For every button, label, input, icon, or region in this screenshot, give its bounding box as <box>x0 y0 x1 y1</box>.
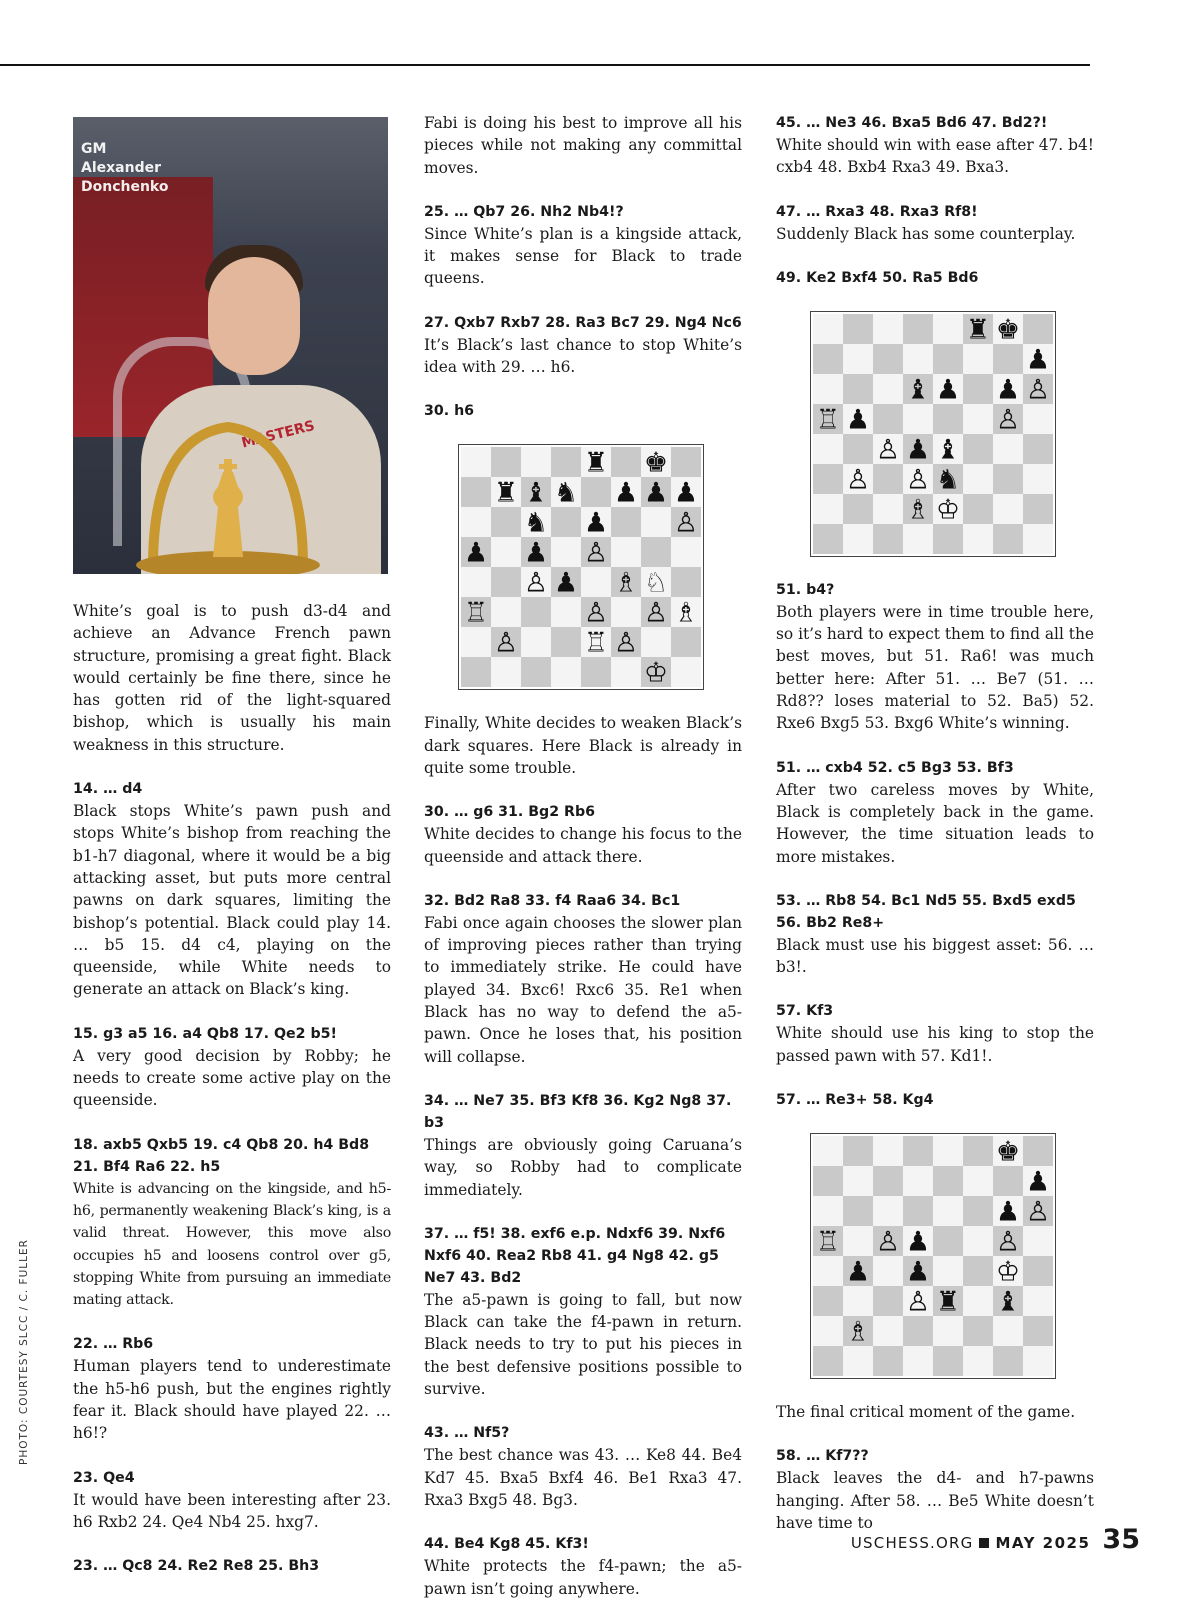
board-square <box>963 404 993 434</box>
white-bishop-icon: ♗ <box>613 567 639 599</box>
black-pawn-icon: ♟ <box>905 1256 931 1288</box>
move-heading: 34. … Ne7 35. Bf3 Kf8 36. Kg2 Ng8 37. b3 <box>424 1092 732 1131</box>
white-pawn-icon: ♙ <box>523 567 549 599</box>
board-square <box>1023 404 1053 434</box>
annotation-text: Fabi once again chooses the slower plan of improving pieces rather than trying to immediately strike. He could have played 34. Bxc6! Rxc6 35. Re1 when Black has no way to defend the a5-pawn. Once he loses that, his position will collapse. <box>424 913 742 1066</box>
black-pawn-icon: ♟ <box>935 374 961 406</box>
board-square <box>1023 1346 1053 1376</box>
board-square <box>963 1286 993 1316</box>
move-heading: 25. … Qb7 26. Nh2 Nb4!? <box>424 203 624 220</box>
board-square <box>873 524 903 554</box>
move-heading: 44. Be4 Kg8 45. Kf3! <box>424 1536 589 1553</box>
board-square <box>491 657 521 687</box>
board-square <box>1023 524 1053 554</box>
board-square <box>933 1256 963 1286</box>
board-square <box>641 507 671 537</box>
move-heading: 30. … g6 31. Bg2 Rb6 <box>424 804 595 821</box>
board-square <box>993 1346 1023 1376</box>
white-rook-icon: ♖ <box>583 627 609 659</box>
board-square <box>461 627 491 657</box>
board-square <box>873 404 903 434</box>
board-square <box>873 494 903 524</box>
black-pawn-icon: ♟ <box>1025 1166 1051 1198</box>
board-square <box>1023 1286 1053 1316</box>
board-square <box>491 447 521 477</box>
move-heading: 23. … Qc8 24. Re2 Re8 25. Bh3 <box>73 1558 320 1575</box>
move-heading: 47. … Rxa3 48. Rxa3 Rf8! <box>776 203 978 220</box>
board-square <box>813 1136 843 1166</box>
column-3 <box>776 112 1094 1556</box>
board-square <box>843 1346 873 1376</box>
move-heading: 30. h6 <box>424 403 475 420</box>
annotation-text: Black leaves the d4- and h7-pawns hanging. After 58. … Be5 White doesn’t have time to <box>776 1469 1094 1532</box>
board-square <box>671 657 701 687</box>
annotation-text: Human players tend to underestimate the h5-h6 push, but the engines rightly fear it. Black should have played 22. … h6!? <box>73 1357 391 1443</box>
black-pawn-icon: ♟ <box>583 507 609 539</box>
board-square <box>551 507 581 537</box>
board-square <box>843 1166 873 1196</box>
board-square <box>933 1316 963 1346</box>
black-bishop-icon: ♝ <box>935 434 961 466</box>
white-king-icon: ♔ <box>995 1256 1021 1288</box>
board-square <box>933 1136 963 1166</box>
annotation-text: The final critical moment of the game. <box>776 1403 1076 1422</box>
board-square <box>611 507 641 537</box>
board-square <box>963 1196 993 1226</box>
board-square <box>581 567 611 597</box>
white-pawn-icon: ♙ <box>905 464 931 496</box>
annotation-text: The a5-pawn is going to fall, but now Black can take the f4-pawn in return. Black needs to try to put his pieces in the best defensive positions possible to survive. <box>424 1290 742 1399</box>
annotation-text: A very good decision by Robby; he needs to create some active play on the queenside. <box>73 1046 391 1110</box>
board-square <box>873 374 903 404</box>
page-footer <box>851 1524 1140 1555</box>
board-square <box>873 1136 903 1166</box>
white-pawn-icon: ♙ <box>1025 1196 1051 1228</box>
board-square <box>903 404 933 434</box>
black-pawn-icon: ♟ <box>845 1256 871 1288</box>
board-square <box>873 464 903 494</box>
move-heading: 51. b4? <box>776 581 835 598</box>
annotation-text: Suddenly Black has some counterplay. <box>776 224 1076 243</box>
annotation-text: White’s goal is to push d3-d4 and achieve an Advance French pawn structure, promising a great fight. Black would certainly be fine there, since he has gotten rid of the light-squared bishop, which is usually his main weakness in this structure. <box>73 602 391 754</box>
board-square <box>813 344 843 374</box>
black-pawn-icon: ♟ <box>523 537 549 569</box>
annotation-text: The best chance was 43. … Ke8 44. Be4 Kd7 45. Bxa5 Bxf4 46. Be1 Rxa3 47. Rxa3 Bxg5 48. Bg3. <box>424 1446 742 1509</box>
board-square <box>933 404 963 434</box>
white-knight-icon: ♘ <box>643 567 669 599</box>
move-heading: 32. Bd2 Ra8 33. f4 Raa6 34. Bc1 <box>424 892 681 909</box>
annotation-text: Since White’s plan is a kingside attack, it makes sense for Black to trade queens. <box>424 224 742 288</box>
black-rook-icon: ♜ <box>493 477 519 509</box>
board-square <box>873 1196 903 1226</box>
annotation-text: Black must use his biggest asset: 56. … b3!. <box>776 935 1094 977</box>
move-heading: 18. axb5 Qxb5 19. c4 Qb8 20. h4 Bd8 21. Bf4 Ra6 22. h5 <box>73 1136 370 1175</box>
board-square <box>1023 434 1053 464</box>
board-square <box>813 1166 843 1196</box>
board-square <box>993 524 1023 554</box>
annotation-text: White decides to change his focus to the queenside and attack there. <box>424 825 742 866</box>
board-square <box>843 1196 873 1226</box>
board-square <box>813 1346 843 1376</box>
white-pawn-icon: ♙ <box>875 1226 901 1258</box>
board-square <box>993 1316 1023 1346</box>
board-square <box>1023 1316 1053 1346</box>
board-square <box>491 597 521 627</box>
board-square <box>671 627 701 657</box>
white-pawn-icon: ♙ <box>493 627 519 659</box>
board-square <box>1023 1136 1053 1166</box>
board-square <box>963 524 993 554</box>
board-square <box>551 537 581 567</box>
board-square <box>551 447 581 477</box>
board-square <box>963 1166 993 1196</box>
board-square <box>903 314 933 344</box>
board-square <box>521 597 551 627</box>
board-square <box>903 524 933 554</box>
player-photo <box>73 117 388 574</box>
board-square <box>963 494 993 524</box>
black-bishop-icon: ♝ <box>523 477 549 509</box>
black-pawn-icon: ♟ <box>995 374 1021 406</box>
move-heading: 53. … Rb8 54. Bc1 Nd5 55. Bxd5 exd5 56. Bb2 Re8+ <box>776 892 1076 931</box>
board-square <box>903 1196 933 1226</box>
black-pawn-icon: ♟ <box>905 434 931 466</box>
move-heading: 15. g3 a5 16. a4 Qb8 17. Qe2 b5! <box>73 1025 337 1042</box>
board-square <box>641 537 671 567</box>
board-square <box>903 1346 933 1376</box>
board-square <box>843 314 873 344</box>
white-pawn-icon: ♙ <box>643 597 669 629</box>
board-square <box>813 374 843 404</box>
board-square <box>1023 494 1053 524</box>
black-pawn-icon: ♟ <box>845 404 871 436</box>
board-square <box>551 657 581 687</box>
chess-diagram-1 <box>458 444 704 690</box>
white-rook-icon: ♖ <box>463 597 489 629</box>
board-square <box>963 1136 993 1166</box>
board-square <box>933 1196 963 1226</box>
board-square <box>933 524 963 554</box>
board-square <box>611 597 641 627</box>
footer-issue: MAY 2025 <box>995 1534 1091 1552</box>
move-heading: 51. … cxb4 52. c5 Bg3 53. Bf3 <box>776 759 1014 776</box>
board-square <box>611 657 641 687</box>
black-king-icon: ♚ <box>995 314 1021 346</box>
board-square <box>963 344 993 374</box>
board-square <box>903 1136 933 1166</box>
board-square <box>933 344 963 374</box>
board-square <box>1023 314 1053 344</box>
footer-site: USCHESS.ORG <box>850 1534 974 1552</box>
board-square <box>671 567 701 597</box>
black-pawn-icon: ♟ <box>673 477 699 509</box>
board-square <box>993 464 1023 494</box>
board-square <box>611 447 641 477</box>
board-square <box>813 1256 843 1286</box>
board-square <box>873 1166 903 1196</box>
annotation-text: Black stops White’s pawn push and stops White’s bishop from reaching the b1-h7 diagonal, where it would be a big attacking asset, but puts more central pawns on dark squares, limiting the bishop’s potential. Black could play 14. … b5 15. d4 c4, playing on the queenside, while White needs to generate an attack on Black’s king. <box>73 802 391 999</box>
board-square <box>903 344 933 374</box>
board-square <box>813 524 843 554</box>
top-rule <box>0 64 1090 66</box>
annotation-text: Both players were in time trouble here, so it’s hard to expect them to find all the best moves, but 51. Ra6! was much better here: After 51. … Be7 (51. … Rd8?? loses material to 52. Ba5) 52. Rxe6 Bxg5 53. Bxg6 White’s winning. <box>776 602 1094 733</box>
annotation-text: Fabi is doing his best to improve all his pieces while not making any committal moves. <box>424 114 742 177</box>
board-square <box>963 1346 993 1376</box>
column-2 <box>424 112 742 1622</box>
board-square <box>491 537 521 567</box>
board-square <box>813 464 843 494</box>
move-heading: 14. … d4 <box>73 781 143 798</box>
board-square <box>843 1136 873 1166</box>
board-square <box>1023 464 1053 494</box>
move-heading: 57. Kf3 <box>776 1003 834 1020</box>
board-square <box>873 344 903 374</box>
black-bishop-icon: ♝ <box>995 1286 1021 1318</box>
move-heading: 45. … Ne3 46. Bxa5 Bd6 47. Bd2?! <box>776 115 1048 131</box>
black-pawn-icon: ♟ <box>995 1196 1021 1228</box>
board-square <box>641 627 671 657</box>
board-square <box>993 494 1023 524</box>
board-square <box>843 1226 873 1256</box>
move-heading: 43. … Nf5? <box>424 1425 510 1442</box>
white-pawn-icon: ♙ <box>995 404 1021 436</box>
board-square <box>671 447 701 477</box>
black-pawn-icon: ♟ <box>553 567 579 599</box>
board-square <box>903 1316 933 1346</box>
black-knight-icon: ♞ <box>553 477 579 509</box>
black-rook-icon: ♜ <box>583 447 609 479</box>
board-square <box>581 477 611 507</box>
board-square <box>521 447 551 477</box>
board-square <box>521 657 551 687</box>
white-rook-icon: ♖ <box>815 1226 841 1258</box>
annotation-text: White protects the f4-pawn; the a5-pawn isn’t going anywhere. <box>424 1557 742 1598</box>
board-square <box>551 627 581 657</box>
white-king-icon: ♔ <box>935 494 961 526</box>
board-square <box>843 1286 873 1316</box>
board-square <box>491 567 521 597</box>
chess-diagram-3 <box>810 1133 1056 1379</box>
white-bishop-icon: ♗ <box>673 597 699 629</box>
board-square <box>993 344 1023 374</box>
board-square <box>963 1316 993 1346</box>
move-heading: 49. Ke2 Bxf4 50. Ra5 Bd6 <box>776 269 979 286</box>
annotation-text: Finally, White decides to weaken Black’s dark squares. Here Black is already in quite some trouble. <box>424 714 742 777</box>
black-pawn-icon: ♟ <box>643 477 669 509</box>
board-square <box>813 1316 843 1346</box>
white-rook-icon: ♖ <box>815 404 841 436</box>
black-pawn-icon: ♟ <box>463 537 489 569</box>
board-square <box>963 374 993 404</box>
annotation-text: It’s Black’s last chance to stop White’s idea with 29. … h6. <box>424 335 742 377</box>
white-pawn-icon: ♙ <box>875 434 901 466</box>
trophy-icon <box>133 417 323 574</box>
board-square <box>933 1346 963 1376</box>
black-knight-icon: ♞ <box>935 464 961 496</box>
black-king-icon: ♚ <box>643 447 669 479</box>
board-square <box>813 314 843 344</box>
face <box>208 257 300 375</box>
board-square <box>461 447 491 477</box>
white-bishop-icon: ♗ <box>845 1316 871 1348</box>
board-square <box>813 1196 843 1226</box>
board-square <box>843 344 873 374</box>
board-square <box>521 627 551 657</box>
board-square <box>461 657 491 687</box>
board-square <box>813 494 843 524</box>
move-heading: 37. … f5! 38. exf6 e.p. Ndxf6 39. Nxf6 Nxf6 40. Rea2 Rb8 41. g4 Ng8 42. g5 Ne7 43. Bd2 <box>424 1225 726 1286</box>
white-pawn-icon: ♙ <box>673 507 699 539</box>
board-square <box>873 1286 903 1316</box>
annotation-text: It would have been interesting after 23. h6 Rxb2 24. Qe4 Nb4 25. hxg7. <box>73 1490 391 1531</box>
white-pawn-icon: ♙ <box>845 464 871 496</box>
board-square <box>963 1226 993 1256</box>
black-knight-icon: ♞ <box>523 507 549 539</box>
sweater-logo: MASTERS <box>239 417 317 452</box>
white-pawn-icon: ♙ <box>613 627 639 659</box>
move-heading: 22. … Rb6 <box>73 1336 154 1353</box>
white-pawn-icon: ♙ <box>583 597 609 629</box>
board-square <box>963 434 993 464</box>
board-square <box>1023 1256 1053 1286</box>
white-bishop-icon: ♗ <box>905 494 931 526</box>
board-square <box>461 507 491 537</box>
board-square <box>963 464 993 494</box>
board-square <box>1023 1226 1053 1256</box>
white-pawn-icon: ♙ <box>583 537 609 569</box>
board-square <box>581 657 611 687</box>
board-square <box>461 567 491 597</box>
column-1 <box>73 600 391 1599</box>
chess-diagram-2 <box>810 311 1056 557</box>
footer-square-icon <box>979 1538 989 1548</box>
page-number: 35 <box>1102 1524 1140 1555</box>
board-square <box>873 1256 903 1286</box>
black-pawn-icon: ♟ <box>905 1226 931 1258</box>
board-square <box>873 1316 903 1346</box>
board-square <box>873 314 903 344</box>
board-square <box>903 1166 933 1196</box>
board-square <box>551 597 581 627</box>
white-pawn-icon: ♙ <box>995 1226 1021 1258</box>
board-square <box>843 494 873 524</box>
board-square <box>843 524 873 554</box>
board-square <box>461 477 491 507</box>
photo-credit: PHOTO: COURTESY SLCC / C. FULLER <box>18 1239 30 1465</box>
black-rook-icon: ♜ <box>965 314 991 346</box>
board-square <box>933 314 963 344</box>
move-heading: 57. … Re3+ 58. Kg4 <box>776 1092 934 1109</box>
board-square <box>813 1286 843 1316</box>
board-square <box>993 434 1023 464</box>
photo-caption: GM Alexander Donchenko <box>81 141 169 195</box>
black-rook-icon: ♜ <box>935 1286 961 1318</box>
board-square <box>813 434 843 464</box>
annotation-text: White should win with ease after 47. b4! cxb4 48. Bxb4 Rxa3 49. Bxa3. <box>776 136 1094 177</box>
black-pawn-icon: ♟ <box>613 477 639 509</box>
board-square <box>933 1226 963 1256</box>
board-square <box>843 374 873 404</box>
board-square <box>963 1256 993 1286</box>
black-pawn-icon: ♟ <box>1025 344 1051 376</box>
board-square <box>671 537 701 567</box>
annotation-text: White should use his king to stop the passed pawn with 57. Kd1!. <box>776 1024 1094 1065</box>
annotation-text: White is advancing on the kingside, and h5-h6, permanently weakening Black’s king, is a valid threat. However, this move also occupies h5 and loosens control over g5, stopping White from pursuing an immediate mating attack. <box>73 1180 391 1309</box>
white-pawn-icon: ♙ <box>905 1286 931 1318</box>
board-square <box>611 537 641 567</box>
move-heading: 23. Qe4 <box>73 1469 135 1486</box>
white-pawn-icon: ♙ <box>1025 374 1051 406</box>
black-bishop-icon: ♝ <box>905 374 931 406</box>
board-square <box>873 1346 903 1376</box>
board-square <box>993 1166 1023 1196</box>
move-heading: 58. … Kf7?? <box>776 1448 869 1465</box>
board-square <box>491 507 521 537</box>
annotation-text: After two careless moves by White, Black is completely back in the game. However, the time situation leads to more mistakes. <box>776 780 1094 866</box>
move-heading: 27. Qxb7 Rxb7 28. Ra3 Bc7 29. Ng4 Nc6 <box>424 314 742 331</box>
white-king-icon: ♔ <box>643 657 669 689</box>
board-square <box>933 1166 963 1196</box>
black-king-icon: ♚ <box>995 1136 1021 1168</box>
board-square <box>843 434 873 464</box>
annotation-text: Things are obviously going Caruana’s way, so Robby had to complicate immediately. <box>424 1135 742 1199</box>
